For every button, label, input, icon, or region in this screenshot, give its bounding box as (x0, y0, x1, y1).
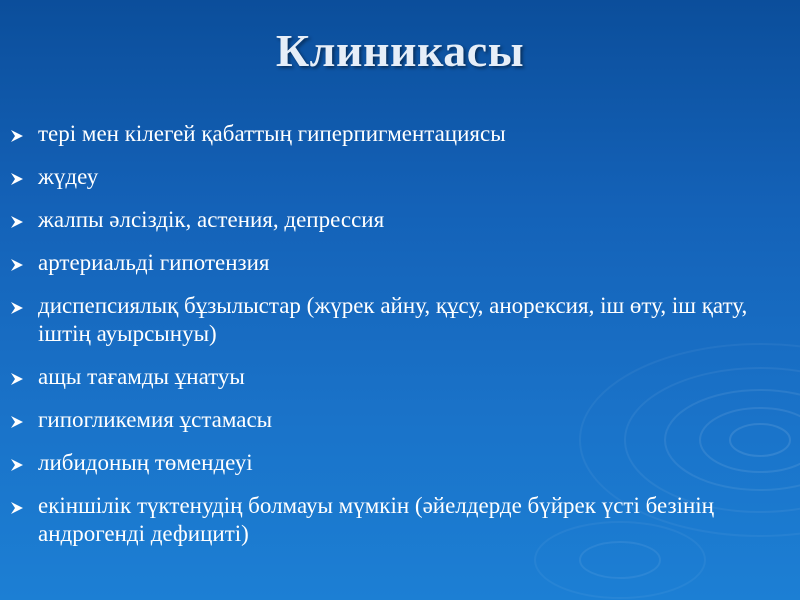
list-item-text: диспепсиялық бұзылыстар (жүрек айну, құсу, анорексия, іш өту, іш қату, іштің ауырсынуы) (38, 293, 748, 346)
arrowhead-bullet-icon (10, 172, 24, 186)
arrowhead-bullet-icon (10, 258, 24, 272)
list-item (8, 120, 798, 148)
list-item-text: жалпы әлсіздік, астения, депрессия (38, 207, 385, 232)
list-item-text: тері мен кілегей қабаттың гиперпигментациясы (38, 121, 506, 146)
arrowhead-bullet-icon (10, 215, 24, 229)
list-item (8, 163, 798, 191)
arrowhead-bullet-icon (10, 458, 24, 472)
list-item-text: либидоның төмендеуі (38, 450, 253, 475)
arrowhead-bullet-icon (10, 501, 24, 515)
arrowhead-bullet-icon (10, 301, 24, 315)
slide-title: Клиникасы (275, 25, 525, 76)
list-item (8, 492, 798, 548)
arrowhead-bullet-icon (10, 372, 24, 386)
list-item-text: гипогликемия ұстамасы (38, 407, 273, 432)
list-item (8, 249, 798, 277)
list-item (8, 292, 798, 348)
list-item (8, 363, 798, 391)
list-item-text: жүдеу (38, 164, 99, 189)
list-item (8, 449, 798, 477)
list-item-text: артериальді гипотензия (38, 250, 270, 275)
list-item (8, 406, 798, 434)
list-item-text: екіншілік түктенудің болмауы мүмкін (әйелдерде бүйрек үсті безінің андрогенді дефициті) (38, 493, 714, 546)
bullet-list (8, 120, 798, 563)
arrowhead-bullet-icon (10, 415, 24, 429)
arrowhead-bullet-icon (10, 129, 24, 143)
list-item-text: ащы тағамды ұнатуы (38, 364, 245, 389)
list-item (8, 206, 798, 234)
